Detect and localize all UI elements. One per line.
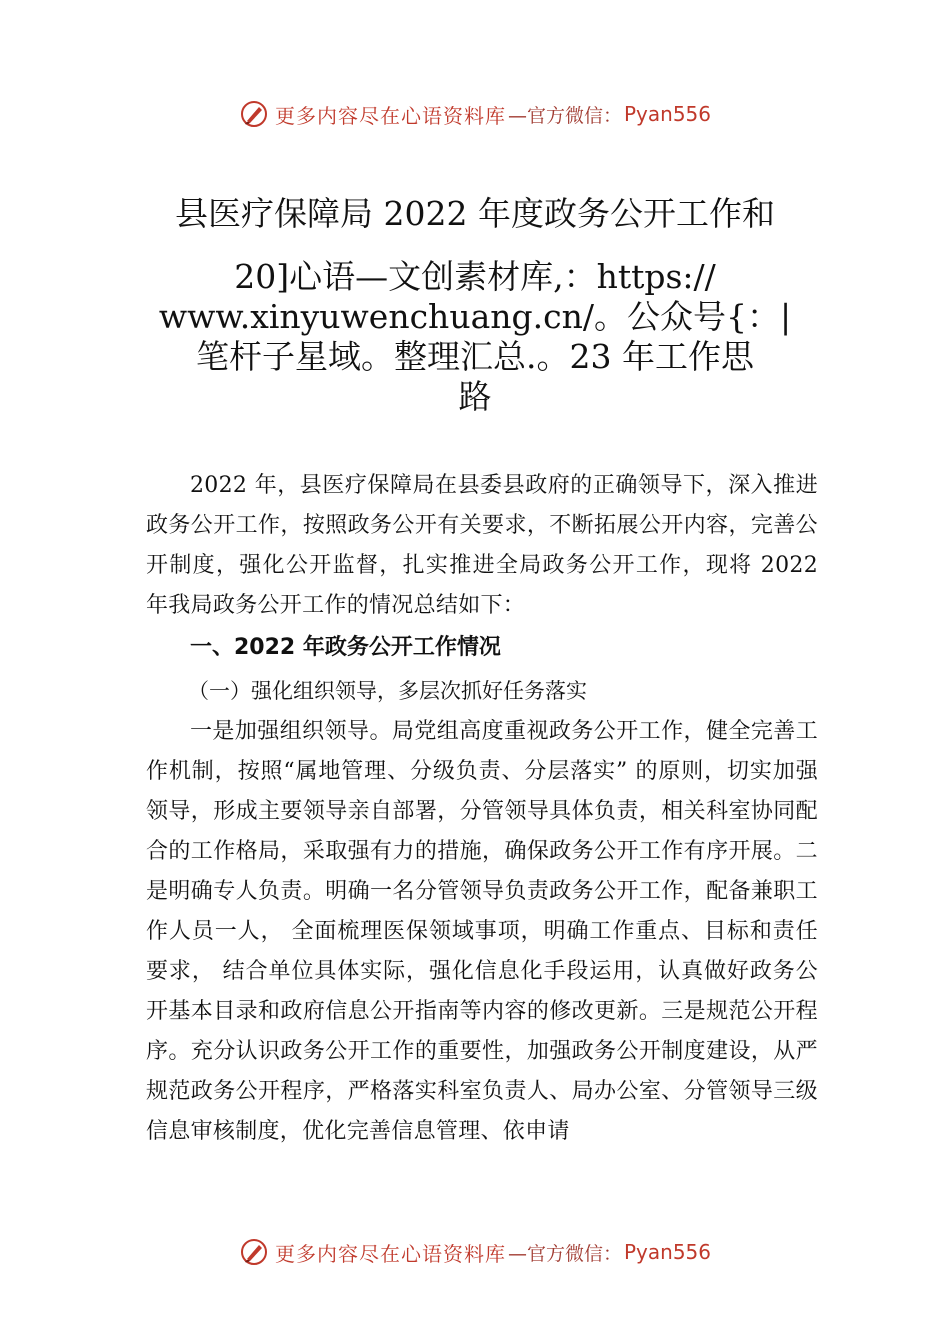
header-watermark-banner xyxy=(0,94,950,134)
title-line-2: 20]心语—文创素材库,：https:// xyxy=(234,257,716,296)
document-title-continuation xyxy=(100,257,850,417)
banner-wechat-handle: Pyan556 xyxy=(624,102,712,126)
footer-watermark-banner xyxy=(0,1232,950,1272)
section-heading-1: 一、2022 年政务公开工作情况 xyxy=(190,635,501,660)
brush-logo-icon xyxy=(239,99,269,129)
title-line-3: www.xinyuwenchuang.cn/。公众号{：| xyxy=(158,297,792,336)
banner-separator: —官方微信： xyxy=(507,1242,622,1265)
document-body xyxy=(146,466,818,1152)
title-line-4: 笔杆子星域。整理汇总.。23 年工作思 xyxy=(196,337,754,376)
title-line-5: 路 xyxy=(458,377,492,416)
banner-text: 更多内容尽在心语资料库 xyxy=(274,103,506,128)
brush-logo-icon xyxy=(239,1237,269,1267)
banner-text: 更多内容尽在心语资料库 xyxy=(274,1241,506,1266)
subsection-heading-1: （一）强化组织领导，多层次抓好任务落实 xyxy=(188,679,587,703)
intro-paragraph: 2022 年，县医疗保障局在县委县政府的正确领导下，深入推进政务公开工作，按照政务公开有关要求，不断拓展公开内容，完善公开制度，强化公开监督，扎实推进全局政务公开工作，现将 2022 年我局政务公开工作的情况总结如下： xyxy=(146,473,818,618)
document-title-line-1: 县医疗保障局 2022 年度政务公开工作和 xyxy=(175,194,775,233)
banner-separator: —官方微信： xyxy=(507,104,622,127)
body-paragraph-1: 一是加强组织领导。局党组高度重视政务公开工作，健全完善工作机制，按照“属地管理、分级负责、分层落实” 的原则，切实加强领导，形成主要领导亲自部署，分管领导具体负责，相关科室协同配合的工作格局，采取强有力的措施，确保政务公开工作有序开展。二是明确专人负责。明确一名分管领导负责政务公开工作，配备兼职工作人员一人， 全面梳理医保领域事项，明确工作重点、目标和责任要求， 结合单位具体实际，强化信息化手段运用，认真做好政务公开基本目录和政府信息公开指南等内容的修改更新。三是规范公开程序。充分认识政务公开工作的重要性，加强政务公开制度建设，从严规范政务公开程序，严格落实科室负责人、局办公室、分管领导三级信息审核制度，优化完善信息管理、依申请 xyxy=(146,719,818,1144)
banner-wechat-handle: Pyan556 xyxy=(624,1240,712,1264)
